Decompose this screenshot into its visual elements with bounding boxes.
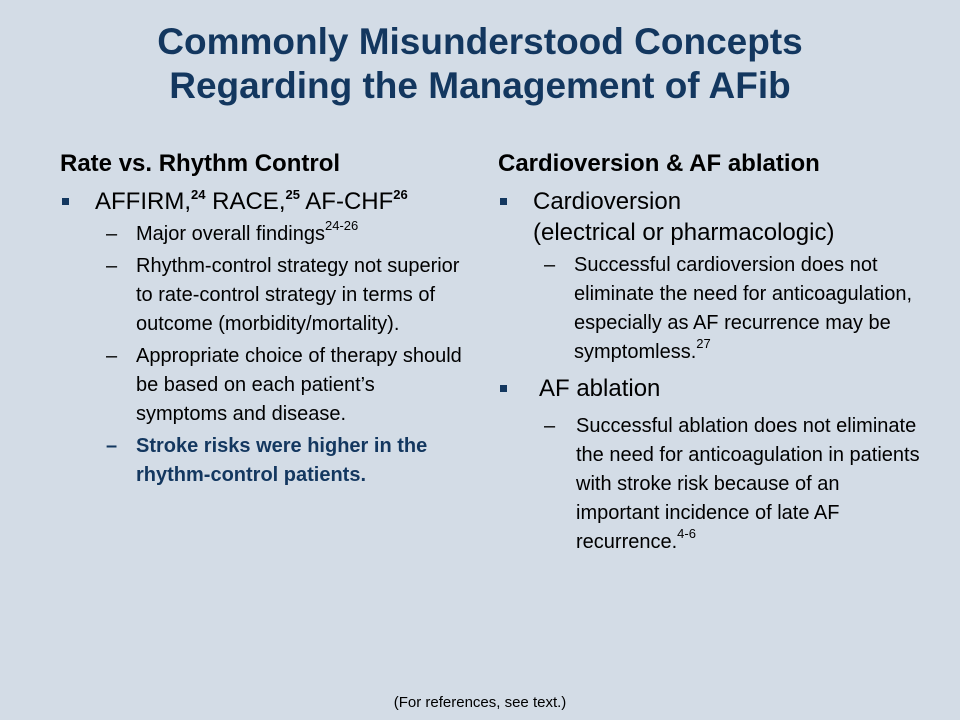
bullet-cardioversion xyxy=(498,186,928,248)
sub-findings-text: Major overall findings xyxy=(136,223,325,245)
slide-title xyxy=(0,20,960,108)
square-bullet-icon xyxy=(62,198,69,205)
right-column xyxy=(498,148,928,557)
bullet-trials xyxy=(60,186,470,217)
dash-icon: – xyxy=(106,435,118,457)
cardioversion-line-1: Cardioversion xyxy=(533,188,682,215)
dash-icon: – xyxy=(544,254,556,276)
right-heading: Cardioversion & AF ablation xyxy=(498,150,820,177)
title-line-1: Commonly Misunderstood Concepts xyxy=(157,21,803,62)
trial-afchf: AF-CHF xyxy=(299,188,394,215)
sub-stroke-risk-text: Stroke risks were higher in the rhythm-control patients. xyxy=(136,435,428,486)
sub-findings-ref: 24-26 xyxy=(324,218,359,233)
ref-afchf: 26 xyxy=(393,187,408,202)
trial-race: RACE, xyxy=(205,188,286,215)
left-heading: Rate vs. Rhythm Control xyxy=(60,150,341,177)
sub-stroke-risk xyxy=(60,432,470,490)
sub-ablation-text: Successful ablation does not eliminate the need for anticoagulation in patients with stroke risk because of an important incidence of late AF recurrence. xyxy=(576,415,920,553)
left-column xyxy=(60,148,470,490)
sub-ablation xyxy=(498,412,928,557)
bullet-ablation xyxy=(498,373,928,404)
sub-cardioversion xyxy=(498,251,928,367)
sub-rhythm-strategy xyxy=(60,252,470,339)
dash-icon: – xyxy=(544,415,556,437)
ablation-label: AF ablation xyxy=(539,375,661,402)
cardioversion-line-2: (electrical or pharmacologic) xyxy=(533,219,835,246)
ref-affirm: 24 xyxy=(191,187,206,202)
dash-icon: – xyxy=(106,255,118,277)
dash-icon: – xyxy=(106,223,118,245)
dash-icon: – xyxy=(106,345,118,367)
square-bullet-icon xyxy=(500,385,507,392)
square-bullet-icon xyxy=(500,198,507,205)
sub-findings xyxy=(60,220,470,249)
references-note: (For references, see text.) xyxy=(393,694,567,711)
title-line-2: Regarding the Management of AFib xyxy=(169,65,791,106)
sub-ablation-ref: 4-6 xyxy=(677,526,696,541)
sub-therapy-choice xyxy=(60,342,470,429)
sub-cardioversion-text: Successful cardioversion does not eliminate the need for anticoagulation, especially as AF recurrence may be symptomless. xyxy=(574,254,913,363)
ref-race: 25 xyxy=(285,187,300,202)
sub-therapy-choice-text: Appropriate choice of therapy should be based on each patient’s symptoms and disease. xyxy=(136,345,462,425)
sub-cardioversion-ref: 27 xyxy=(696,336,711,351)
sub-rhythm-strategy-text: Rhythm-control strategy not superior to rate-control strategy in terms of outcome (morbidity/mortality). xyxy=(136,255,460,335)
trial-affirm: AFFIRM, xyxy=(95,188,191,215)
